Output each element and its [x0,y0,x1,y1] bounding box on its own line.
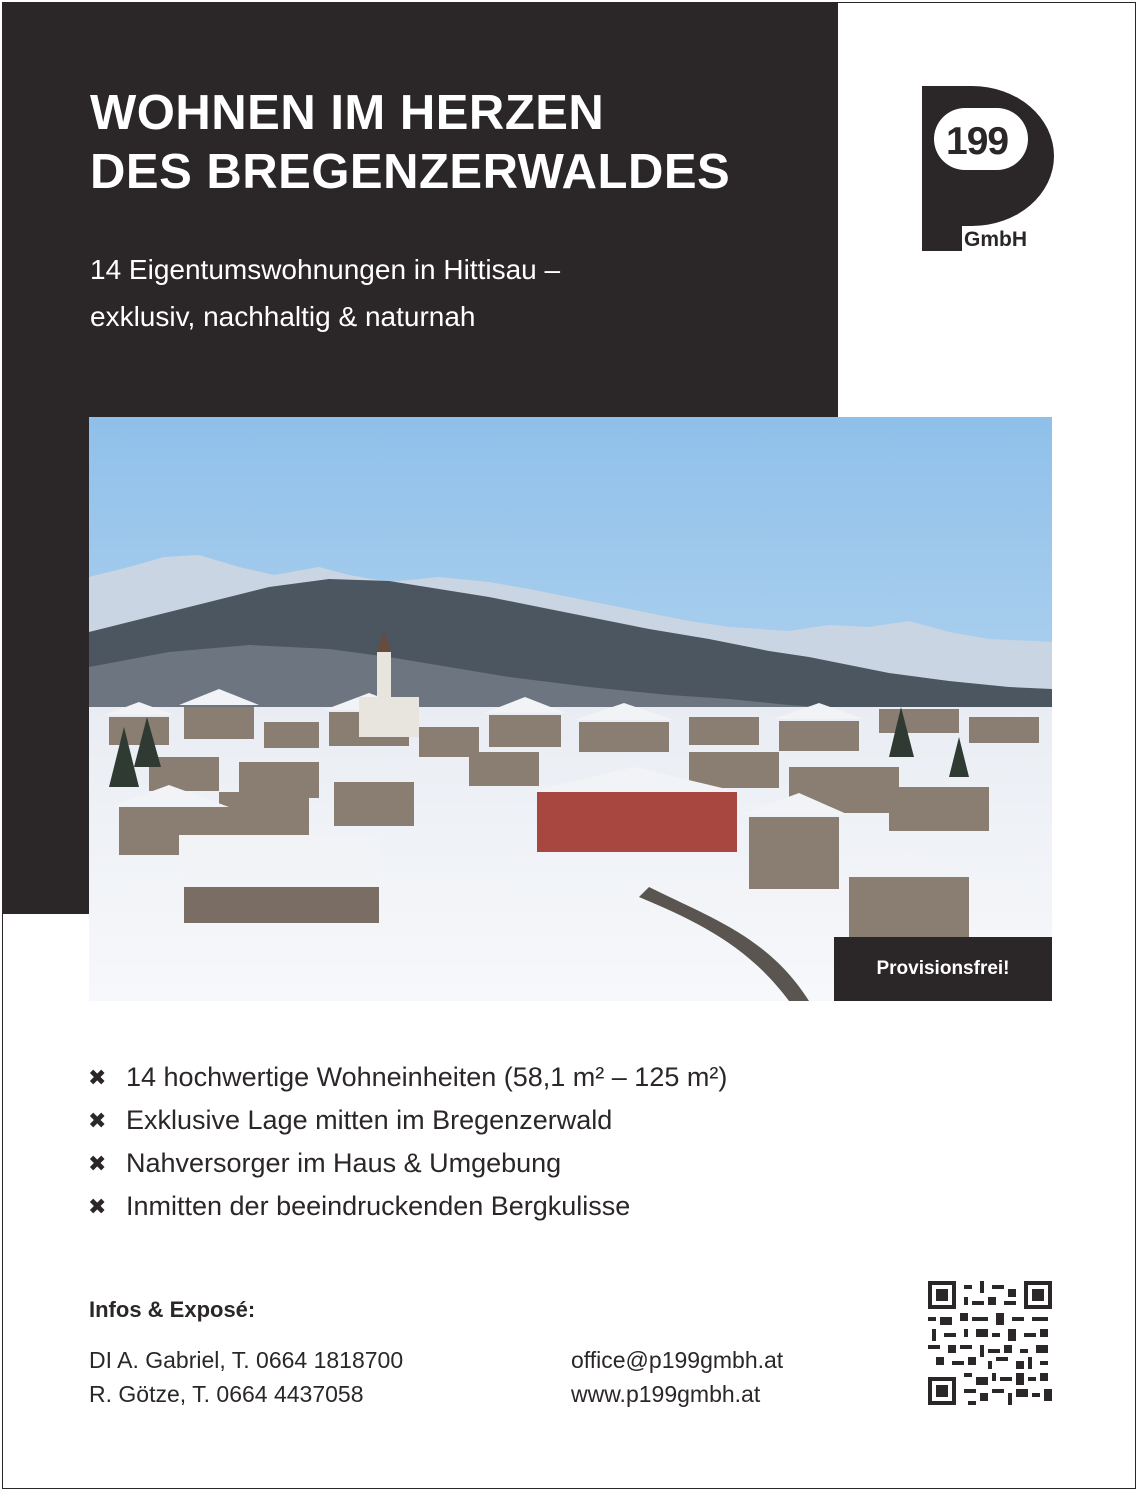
feature-text: Nahversorger im Haus & Umgebung [126,1148,562,1178]
headline-line-1: WOHNEN IM HERZEN [90,86,605,140]
contact-persons [89,1343,403,1411]
landscape-illustration [89,417,1052,1001]
subheadline-line-1: 14 Eigentumswohnungen in Hittisau – [90,254,561,285]
logo-suffix: GmbH [964,228,1027,251]
cross-mark-icon: ✖ [88,1064,107,1090]
cross-mark-icon: ✖ [88,1107,107,1133]
feature-text: Inmitten der beeindruckenden Bergkulisse [126,1191,631,1221]
contact-title: Infos & Exposé: [89,1297,256,1322]
subheadline [90,246,560,340]
qr-code-icon [928,1281,1052,1405]
feature-item [88,1142,727,1185]
feature-text: 14 hochwertige Wohneinheiten (58,1 m² – 125 m²) [126,1062,728,1092]
feature-list [88,1056,727,1228]
cross-mark-icon: ✖ [88,1193,107,1219]
website-link[interactable]: www.p199gmbh.at [571,1381,761,1407]
contact-person-2: R. Götze, T. 0664 4437058 [89,1381,364,1407]
logo-p-shape [922,86,1054,251]
contact-person-1: DI A. Gabriel, T. 0664 1818700 [89,1347,404,1373]
email-link[interactable]: office@p199gmbh.at [571,1347,784,1373]
logo-number: 199 [946,120,1009,163]
feature-item [88,1185,727,1228]
provisionsfrei-badge: Provisionsfrei! [834,937,1052,1001]
subheadline-line-2: exklusiv, nachhaltig & naturnah [90,301,476,332]
feature-item [88,1056,727,1099]
contact-web [571,1343,783,1411]
village-winter-photo [89,417,1052,1001]
p199-logo [922,86,1054,251]
qr-code[interactable] [928,1281,1052,1405]
feature-item [88,1099,727,1142]
headline-line-2: DES BREGENZERWALDES [90,145,731,199]
headline [90,84,730,202]
feature-text: Exklusive Lage mitten im Bregenzerwald [126,1105,613,1135]
cross-mark-icon: ✖ [88,1150,107,1176]
